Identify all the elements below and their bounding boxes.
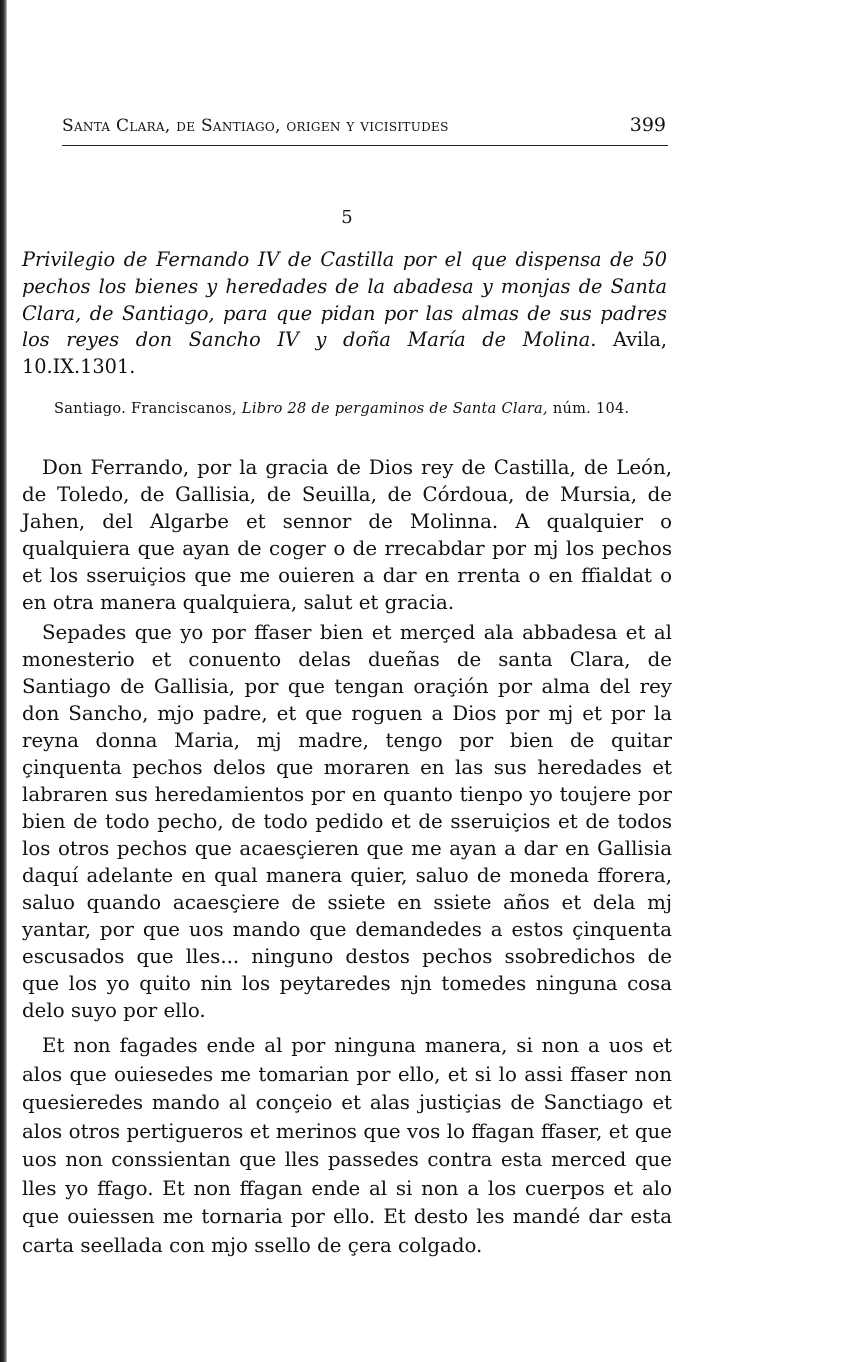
transcription-paragraph: Et non fagades ende al por ninguna manera, si non a uos et alos que ouiesedes me tomarian por ello, et si lo assi ffaser non quesieredes mando al conçeio et alas justiçias de Sanctiago et alos otros pertigueros et merinos que vos lo ffagan ffaser, et que uos non conssientan que lles passedes contra esta merced que lles yo ffago. Et non ffagan ende al si non a los cuerpos et alo que ouiessen me tornaria por ello. Et desto les mandé dar esta carta seellada con mjo ssello de çera colgado.	[22, 1034, 672, 1257]
source-number: núm. 104.	[552, 401, 630, 417]
page-number: 399	[629, 114, 666, 136]
running-head	[62, 113, 668, 146]
archival-source	[54, 398, 668, 421]
book-page	[22, 0, 672, 1362]
source-book: Libro 28 de pergaminos de Santa Clara,	[241, 401, 548, 417]
page-binding-edge	[0, 0, 7, 1362]
regest-place-date: Avila, 10.IX.1301.	[22, 328, 667, 379]
running-title: Santa Clara, de Santiago, origen y vicisitudes	[62, 116, 449, 136]
document-number: 5	[341, 207, 353, 228]
transcription-paragraph: Don Ferrando, por la gracia de Dios rey de Castilla, de León, de Toledo, de Gallisia, de Seuilla, de Córdoua, de Mursia, de Jahen, del Algarbe et sennor de Molinna. A qualquier o qualquiera que ayan de coger o de rrecabdar por mj los pechos et los sseruiçios que me ouieren a dar en rrenta o en ffialdat o en otra manera qualquiera, salut et gracia.	[22, 456, 672, 614]
source-archive: Santiago. Franciscanos,	[54, 401, 237, 417]
document-regest	[22, 247, 667, 381]
document-transcription	[22, 454, 672, 1260]
regest-title: Privilegio de Fernando IV de Castilla por el que dispensa de 50 pechos los bienes y heredades de la abadesa y monjas de Santa Clara, de Santiago, para que pidan por las almas de sus padres los reyes don Sancho IV y doña María de Molina.	[22, 248, 667, 352]
transcription-paragraph: Sepades que yo por ffaser bien et merçed ala abbadesa et al monesterio et conuento delas dueñas de santa Clara, de Santiago de Gallisia, por que tengan oraçión por alma del rey don Sancho, mjo padre, et que roguen a Dios por mj et por la reyna donna Maria, mj madre, tengo por bien de quitar çinquenta pechos delos que moraren en las sus heredades et labraren sus heredamientos por en quanto tienpo yo toujere por bien de todo pecho, de todo pedido et de sseruiçios et de todos los otros pechos que acaesçieren que me ayan a dar en Gallisia daquí adelante en qual manera quier, saluo de moneda fforera, saluo quando acaesçiere de ssiete en ssiete años et dela mj yantar, por que uos mando que demandedes a estos çinquenta escusados que lles... ninguno destos pechos ssobredichos de que los yo quito nin los peytaredes njn tomedes ninguna cosa delo suyo por ello.	[22, 621, 672, 1022]
